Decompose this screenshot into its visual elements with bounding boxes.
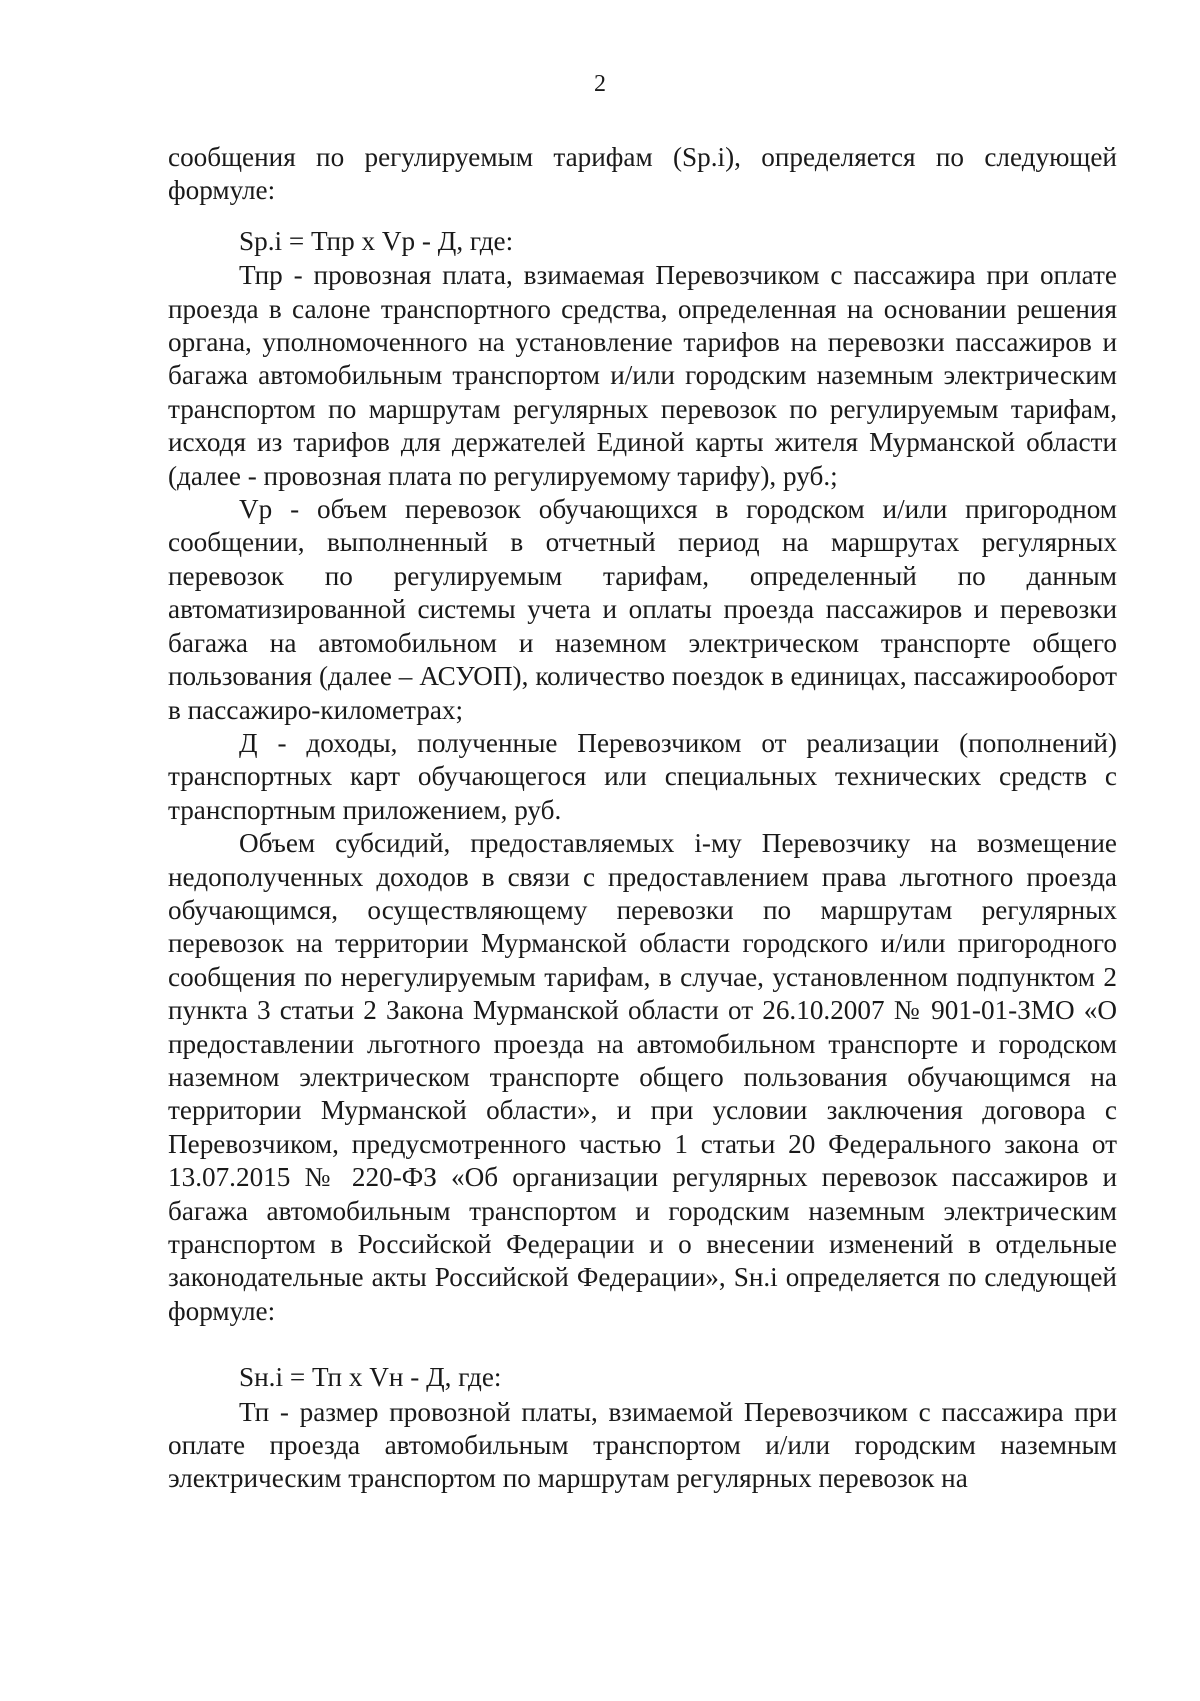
paragraph-tp-definition: Тп - размер провозной платы, взимаемой Перевозчиком с пассажира при оплате проезда автомобильным транспортом и/или городским наземным электрическим транспортом по маршрутам регулярных перевозок на: [168, 1396, 1117, 1494]
paragraph-subsidy-volume: Объем субсидий, предоставляемых i-му Перевозчику на возмещение недополученных доходов в связи с предоставлением права льготного проезда обучающимся, осуществляющему перевозки по маршрутам регулярных перевозок на территории Мурманской области городского и/или пригородного сообщения по нерегулируемым тарифам, в случае, установленном подпунктом 2 пункта 3 статьи 2 Закона Мурманской области от 26.10.2007 № 901-01-ЗМО «О предоставлении льготного проезда на автомобильном транспорте и городском наземном электрическом транспорте общего пользования обучающимся на территории Мурманской области», и при условии заключения договора с Перевозчиком, предусмотренного частью 1 статьи 20 Федерального закона от 13.07.2015 № 220-ФЗ «Об организации регулярных перевозок пассажиров и багажа автомобильным транспортом и городским наземным электрическим транспортом в Российской Федерации и о внесении изменений в отдельные законодательные акты Российской Федерации», Sн.i определяется по следующей формуле:: [168, 828, 1117, 1326]
paragraph-tpr-definition: Тпр - провозная плата, взимаемая Перевозчиком с пассажира при оплате проезда в салоне транспортного средства, определенная на основании решения органа, уполномоченного на установление тарифов на перевозки пассажиров и багажа автомобильным транспортом и/или городским наземным электрическим транспортом по маршрутам регулярных перевозок по регулируемым тарифам, исходя из тарифов для держателей Единой карты жителя Мурманской области (далее - провозная плата по регулируемому тарифу), руб.;: [168, 260, 1117, 491]
formula-sn: Sн.i = Тп х Vн - Д, где:: [239, 1362, 502, 1393]
document-text: [168, 141, 1117, 1496]
paragraph-vp-definition: Vp - объем перевозок обучающихся в городском и/или пригородном сообщении, выполненный в отчетный период на маршрутах регулярных перевозок по регулируемым тарифам, определенный по данным автоматизированной системы учета и оплаты проезда пассажиров и перевозки багажа на автомобильном и наземном электрическом транспорте общего пользования (далее – АСУОП), количество поездок в единицах, пассажирооборот в пассажиро-километрах;: [168, 494, 1117, 725]
formula-sp: Sp.i = Тпр х Vp - Д, где:: [239, 225, 514, 256]
page-number: 2: [594, 71, 606, 97]
paragraph-continuation: сообщения по регулируемым тарифам (Sp.i), определяется по следующей формуле:: [168, 142, 1117, 206]
paragraph-d-definition: Д - доходы, полученные Перевозчиком от реализации (пополнений) транспортных карт обучающегося или специальных технических средств с транспортным приложением, руб.: [168, 727, 1117, 825]
